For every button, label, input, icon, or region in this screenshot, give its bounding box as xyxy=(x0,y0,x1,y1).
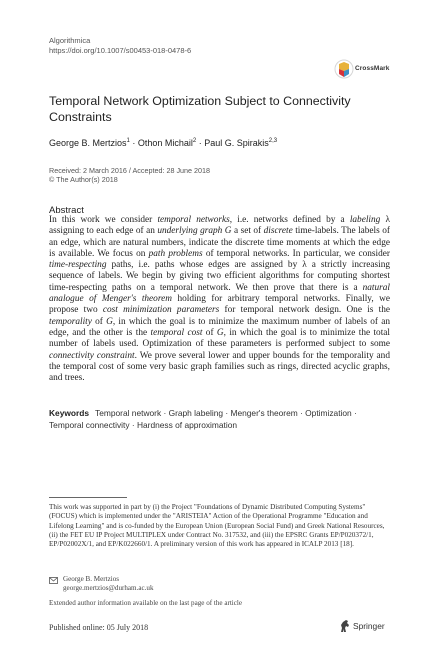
abstract-text: , in which the goal is to minimize the maximum number of labels of an edge, and the other is the xyxy=(49,316,390,338)
abstract-emphasis: time-respecting xyxy=(49,260,107,271)
abstract-text: paths, i.e. paths whose edges are assigned by λ a strictly increasing sequence of labels. We begin by giving two efficient algorithms for computing shortest time-respecting paths on a temporal network. We then prove that there is a xyxy=(49,260,390,293)
author-name[interactable]: Paul G. Spirakis xyxy=(204,138,269,148)
author-list: George B. Mertzios$^1$ · Othon Michail$^2$ · Paul G. Spirakis$^{2,3}$ xyxy=(49,138,278,148)
crossmark-icon xyxy=(334,59,354,79)
received-accepted: Received: 2 March 2016 / Accepted: 28 June 2018 xyxy=(49,166,211,175)
contact-email[interactable]: george.mertzios@durham.ac.uk xyxy=(63,584,154,592)
author-name[interactable]: George B. Mertzios xyxy=(49,138,127,148)
abstract-emphasis: G xyxy=(216,327,224,338)
author-name[interactable]: Othon Michail xyxy=(137,138,193,148)
abstract-emphasis: natural analogue of Menger's theorem xyxy=(49,282,390,305)
journal-name: Algorithmica xyxy=(49,36,91,45)
abstract-text: of xyxy=(91,316,107,327)
abstract-emphasis: G xyxy=(106,316,113,327)
abstract-text: λ assigning to each edge of an xyxy=(49,215,390,237)
springer-horse-icon xyxy=(338,619,351,634)
abstract-emphasis: underlying graph G xyxy=(157,226,232,237)
abstract-text: of temporal networks. In particular, we consider xyxy=(202,248,390,259)
corresponding-author xyxy=(63,575,154,593)
abstract-text: time-labels. The labels of an edge, which are natural numbers, indicate the discrete time moments at which the edge is available. We focus on xyxy=(49,226,390,259)
keywords-label: Keywords xyxy=(49,408,90,418)
abstract-text: . We prove several lower and upper bounds for the temporality and the temporal cost of some very basic graph families such as rings, directed acyclic graphs, and trees. xyxy=(49,350,390,384)
abstract-text: , i.e. networks defined by a xyxy=(229,215,350,225)
publication-dates xyxy=(49,166,210,185)
abstract-text: of xyxy=(202,327,217,338)
abstract-text: for temporal network design. One is the xyxy=(219,305,391,316)
copyright: © The Author(s) 2018 xyxy=(49,175,118,185)
abstract-emphasis: temporal cost xyxy=(150,327,203,338)
journal-header xyxy=(49,36,191,56)
keywords-text: Temporal network · Graph labeling · Menger's theorem · Optimization · Temporal connectivity · Hardness of approximation xyxy=(49,408,357,430)
abstract-emphasis: discrete xyxy=(263,226,293,237)
abstract-body xyxy=(49,215,390,384)
published-online: Published online: 05 July 2018 xyxy=(49,623,149,632)
springer-logo xyxy=(338,619,398,635)
abstract-emphasis: path problems xyxy=(148,248,203,259)
contact-name: George B. Mertzios xyxy=(63,575,120,583)
abstract-emphasis: temporality xyxy=(49,316,92,327)
doi-link[interactable]: https://doi.org/10.1007/s00453-018-0478-6 xyxy=(49,46,192,55)
abstract-text: a set of xyxy=(231,226,264,237)
paper-title: Temporal Network Optimization Subject to Connectivity Constraints xyxy=(49,94,351,124)
abstract-text: In this work we consider xyxy=(49,215,158,225)
extended-author-info: Extended author information available on the last page of the article xyxy=(49,599,243,607)
crossmark-badge[interactable] xyxy=(334,59,396,81)
springer-label: Springer xyxy=(353,621,385,631)
envelope-icon xyxy=(49,577,58,584)
footnote-rule xyxy=(49,497,127,498)
abstract-heading: Abstract xyxy=(49,205,84,216)
abstract-text: holding for arbitrary temporal networks. Finally, we propose two xyxy=(49,294,390,316)
abstract-emphasis: labeling xyxy=(349,215,381,225)
abstract-text: , in which the goal is to minimize the total number of labels used. Optimization of these parameters is performed subject to some xyxy=(49,327,390,350)
keywords xyxy=(49,407,390,431)
abstract-emphasis: cost minimization parameters xyxy=(102,305,220,316)
crossmark-label: CrossMark xyxy=(355,65,390,72)
abstract-emphasis: connectivity constraint xyxy=(49,350,135,361)
funding-footnote: This work was supported in part by (i) the Project "Foundations of Dynamic Distributed Computing Systems" (FOCUS) which is implemented under the "ARISTEIA" Action of the Operational Programme "Education and Lifelong Learning" and is co-funded by the European Union (European Social Fund) and Greek National Resources, (ii) the FET EU IP Project MULTIPLEX under Contract No. 317532, and (iii) the EPSRC Grants EP/P020372/1, EP/P02002X/1, and EP/K022660/1. A preliminary version of this work has appeared in ICALP 2013 [18]. xyxy=(49,503,385,549)
abstract-emphasis: temporal networks xyxy=(157,215,230,225)
